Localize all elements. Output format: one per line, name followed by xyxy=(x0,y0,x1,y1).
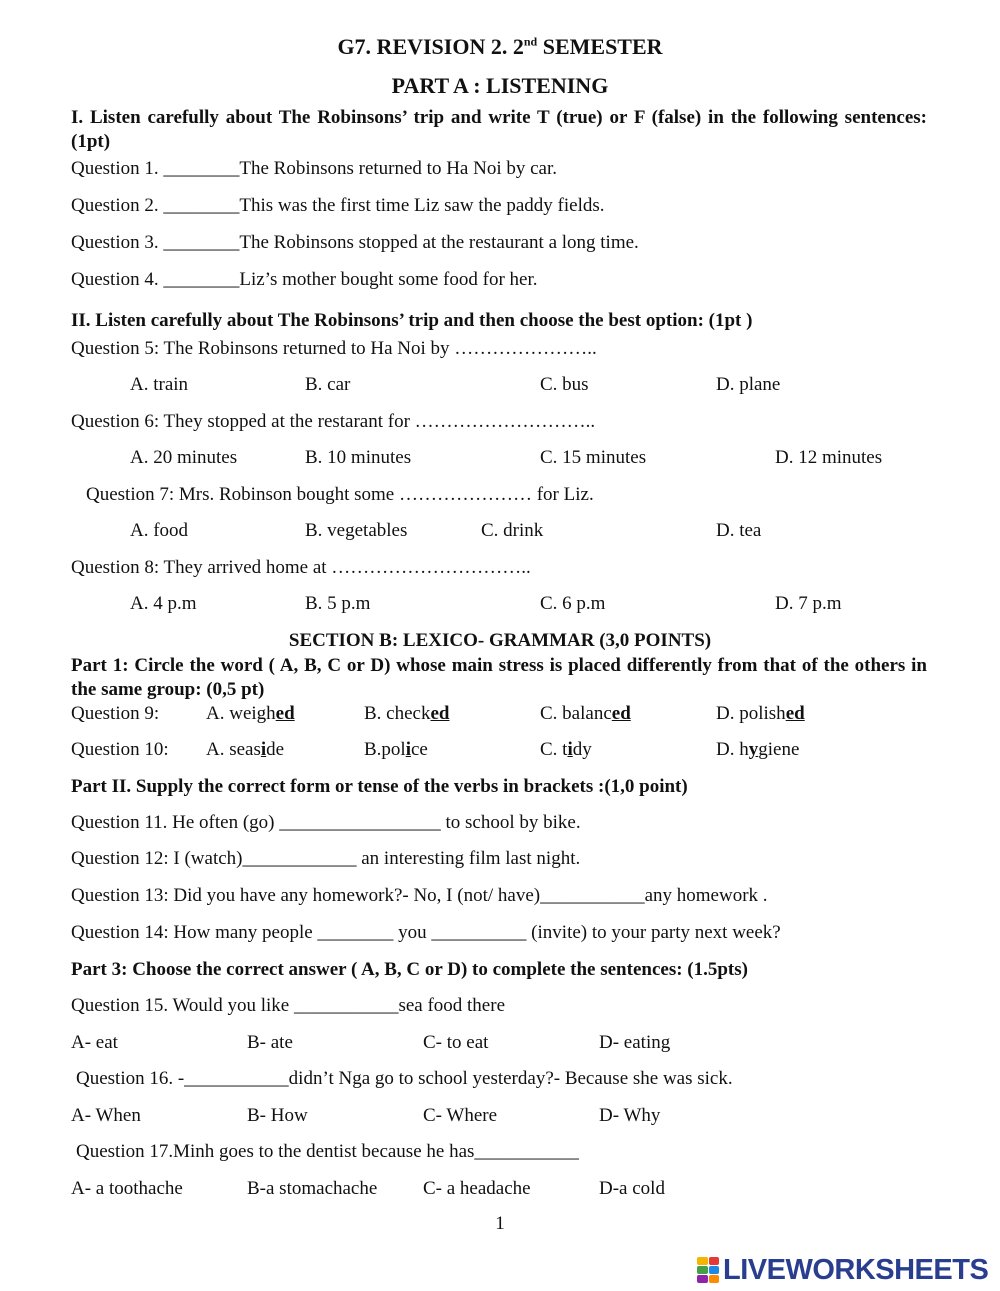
q8-option-a: A. 4 p.m xyxy=(130,593,197,614)
q8-option-c: C. 6 p.m xyxy=(540,593,606,614)
question-7: Question 7: Mrs. Robinson bought some ………………… for Liz. xyxy=(86,484,594,505)
q5-option-d: D. plane xyxy=(716,374,781,395)
q15-option-a: A- eat xyxy=(71,1032,118,1053)
q17-option-b: B-a stomachache xyxy=(247,1178,378,1199)
q6-option-a: A. 20 minutes xyxy=(130,447,238,468)
q9-option-c: C. balanced xyxy=(540,703,631,724)
section2-heading: II. Listen carefully about The Robinsons’ trip and then choose the best option: (1pt ) xyxy=(71,310,753,331)
worksheet-title: G7. REVISION 2. 2nd SEMESTER xyxy=(337,34,663,59)
question-17: Question 17.Minh goes to the dentist because he has___________ xyxy=(76,1141,579,1162)
q5-option-c: C. bus xyxy=(540,374,589,395)
q6-option-c: C. 15 minutes xyxy=(540,447,647,468)
question-6: Question 6: They stopped at the restarant for ……………………….. xyxy=(71,411,596,432)
question-2: Question 2. ________This was the first time Liz saw the paddy fields. xyxy=(71,195,605,216)
question-14: Question 14: How many people ________ you __________ (invite) to your party next week? xyxy=(71,922,781,943)
liveworksheets-logo xyxy=(697,1255,988,1285)
question-5: Question 5: The Robinsons returned to Ha Noi by ………………….. xyxy=(71,338,597,359)
question-4: Question 4. ________Liz’s mother bought some food for her. xyxy=(71,269,538,290)
question-3: Question 3. ________The Robinsons stopped at the restaurant a long time. xyxy=(71,232,639,253)
question-15: Question 15. Would you like ___________sea food there xyxy=(71,995,506,1016)
part-a-heading: PART A : LISTENING xyxy=(391,73,609,98)
q10-option-a: A. seaside xyxy=(206,739,285,760)
q9-option-b: B. checked xyxy=(364,703,450,724)
section-b-heading: SECTION B: LEXICO- GRAMMAR (3,0 POINTS) xyxy=(288,630,712,651)
q8-option-d: D. 7 p.m xyxy=(775,593,842,614)
q7-option-b: B. vegetables xyxy=(305,520,408,541)
q10-option-d: D. hygiene xyxy=(716,739,800,760)
section1-heading: I. Listen carefully about The Robinsons’ trip and write T (true) or F (false) in the following sentences: (1pt) xyxy=(71,107,927,152)
part2-heading: Part II. Supply the correct form or tense of the verbs in brackets :(1,0 point) xyxy=(71,776,688,797)
question-13: Question 13: Did you have any homework?- No, I (not/ have)___________any homework . xyxy=(71,885,768,906)
q5-option-b: B. car xyxy=(305,374,351,395)
question-10-label: Question 10: xyxy=(71,739,169,760)
q7-option-a: A. food xyxy=(130,520,189,541)
liveworksheets-icon xyxy=(697,1257,719,1283)
q10-option-c: C. tidy xyxy=(540,739,592,760)
q7-option-d: D. tea xyxy=(716,520,762,541)
q10-option-b: B.police xyxy=(364,739,428,760)
q9-option-d: D. polished xyxy=(716,703,805,724)
q16-option-b: B- How xyxy=(247,1105,308,1126)
q15-option-b: B- ate xyxy=(247,1032,293,1053)
part1-heading: Part 1: Circle the word ( A, B, C or D) whose main stress is placed differently from that of the others in the same group: (0,5 pt) xyxy=(71,655,927,700)
question-16: Question 16. -___________didn’t Nga go to school yesterday?- Because she was sick. xyxy=(76,1068,733,1089)
q7-option-c: C. drink xyxy=(481,520,544,541)
q16-option-c: C- Where xyxy=(423,1105,498,1126)
q16-option-d: D- Why xyxy=(599,1105,661,1126)
q8-option-b: B. 5 p.m xyxy=(305,593,371,614)
q15-option-c: C- to eat xyxy=(423,1032,489,1053)
q16-option-a: A- When xyxy=(71,1105,141,1126)
question-12: Question 12: I (watch)____________ an interesting film last night. xyxy=(71,848,581,869)
q6-option-b: B. 10 minutes xyxy=(305,447,412,468)
q9-option-a: A. weighed xyxy=(206,703,295,724)
question-11: Question 11. He often (go) _________________ to school by bike. xyxy=(71,812,581,833)
question-9-label: Question 9: xyxy=(71,703,160,724)
q17-option-a: A- a toothache xyxy=(71,1178,183,1199)
q17-option-d: D-a cold xyxy=(599,1178,665,1199)
q6-option-d: D. 12 minutes xyxy=(775,447,883,468)
q15-option-d: D- eating xyxy=(599,1032,671,1053)
question-8: Question 8: They arrived home at ………………………….. xyxy=(71,557,531,578)
question-1: Question 1. ________The Robinsons returned to Ha Noi by car. xyxy=(71,158,558,179)
q17-option-c: C- a headache xyxy=(423,1178,531,1199)
q5-option-a: A. train xyxy=(130,374,189,395)
part3-heading: Part 3: Choose the correct answer ( A, B, C or D) to complete the sentences: (1.5pts) xyxy=(71,959,748,980)
page-number: 1 xyxy=(495,1213,505,1234)
brand-name: LIVEWORKSHEETS xyxy=(723,1253,989,1286)
